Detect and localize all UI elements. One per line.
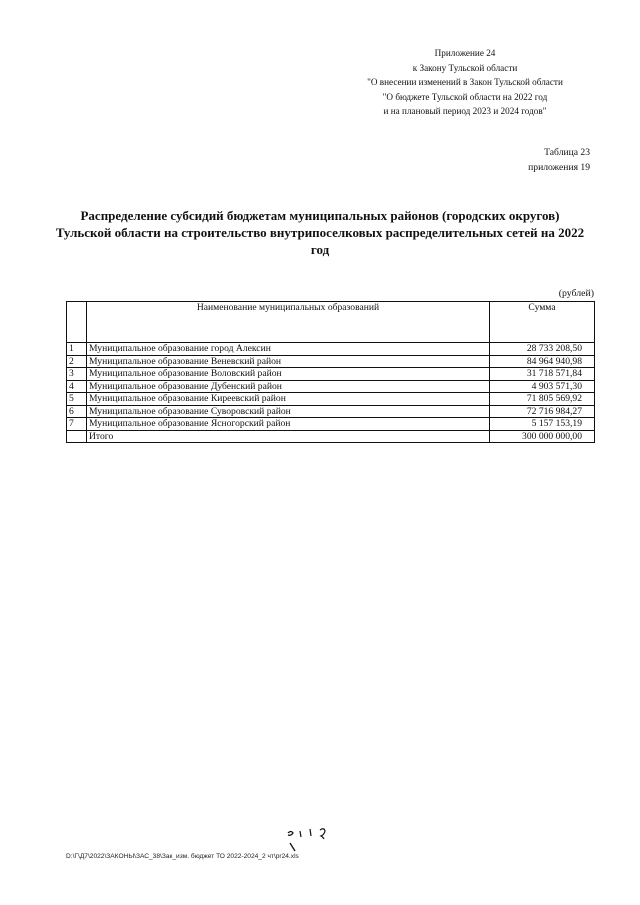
table-row xyxy=(67,380,595,393)
units-label: (рублей) xyxy=(558,288,594,299)
table-reference xyxy=(470,146,590,175)
row-name: Муниципальное образование Суворовский район xyxy=(87,405,490,418)
table-row xyxy=(67,368,595,381)
table-row xyxy=(67,405,595,418)
header-name: Наименование муниципальных образований xyxy=(87,302,490,343)
row-number: 7 xyxy=(67,418,87,431)
row-sum: 31 718 571,84 xyxy=(490,368,595,381)
table-row xyxy=(67,355,595,368)
row-number: 4 xyxy=(67,380,87,393)
table-row xyxy=(67,393,595,406)
row-number: 6 xyxy=(67,405,87,418)
total-label: Итого xyxy=(87,430,490,443)
row-sum: 28 733 208,50 xyxy=(490,343,595,356)
row-name: Муниципальное образование город Алексин xyxy=(87,343,490,356)
table-header-row xyxy=(67,302,595,343)
appendix-line: к Закону Тульской области xyxy=(412,62,518,73)
table-number: Таблица 23 xyxy=(544,147,590,158)
header-number xyxy=(67,302,87,343)
table-row xyxy=(67,418,595,431)
row-sum: 71 805 569,92 xyxy=(490,393,595,406)
row-name: Муниципальное образование Воловский район xyxy=(87,368,490,381)
row-sum: 4 903 571,30 xyxy=(490,380,595,393)
title-line: год xyxy=(310,242,330,257)
document-title xyxy=(40,207,600,258)
row-name: Муниципальное образование Ясногорский район xyxy=(87,418,490,431)
table-row xyxy=(67,343,595,356)
appendix-line: и на плановый период 2023 и 2024 годов" xyxy=(383,106,547,116)
row-number: 2 xyxy=(67,355,87,368)
title-line: Тульской области на строительство внутрипоселковых распределительных сетей на 2022 xyxy=(55,225,585,240)
subsidy-table xyxy=(66,301,595,443)
table-total-row xyxy=(67,430,595,443)
appendix-line: "О внесении изменений в Закон Тульской области xyxy=(367,77,563,87)
appendix-line: Приложение 24 xyxy=(434,48,496,58)
header-sum: Сумма xyxy=(490,302,595,343)
row-name: Муниципальное образование Киреевский район xyxy=(87,393,490,406)
total-number xyxy=(67,430,87,443)
row-number: 3 xyxy=(67,368,87,381)
title-line: Распределение субсидий бюджетам муниципальных районов (городских округов) xyxy=(80,208,560,223)
row-sum: 72 716 984,27 xyxy=(490,405,595,418)
handwritten-mark xyxy=(284,825,334,855)
appendix-header xyxy=(350,46,580,119)
row-number: 5 xyxy=(67,393,87,406)
table-appendix-number: приложения 19 xyxy=(528,161,590,173)
appendix-line: "О бюджете Тульской области на 2022 год xyxy=(382,91,548,102)
row-sum: 84 964 940,98 xyxy=(490,355,595,368)
total-sum: 300 000 000,00 xyxy=(490,430,595,443)
row-number: 1 xyxy=(67,343,87,356)
row-name: Муниципальное образование Дубенский район xyxy=(87,380,490,393)
row-sum: 5 157 153,19 xyxy=(490,418,595,431)
file-path-footer: D:\Г\Д7\2022\ЗАКОНЫ\ЗАС_38\Зак_изм. бюджет ТО 2022-2024_2 чт\pr24.xls xyxy=(66,853,299,860)
row-name: Муниципальное образование Веневский район xyxy=(87,355,490,368)
